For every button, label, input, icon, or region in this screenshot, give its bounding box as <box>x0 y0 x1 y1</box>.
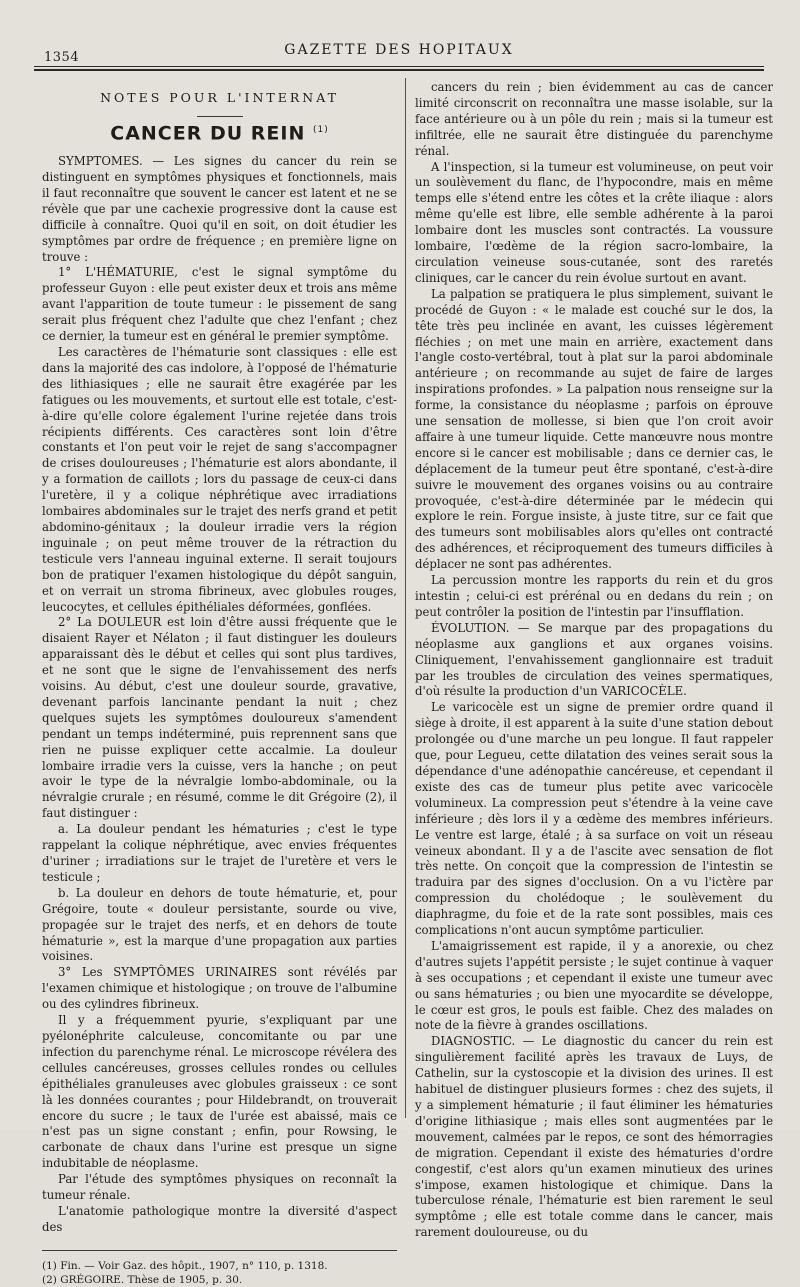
section-kicker: NOTES POUR L'INTERNAT <box>100 90 339 105</box>
journal-title: GAZETTE DES HOPITAUX <box>284 42 514 58</box>
title-rule <box>197 116 243 117</box>
paragraph: La palpation se pratiquera le plus simplement, suivant le procédé de Guyon : « le malade est couché sur le dos, la tête très peu inclinée en avant, les cuisses légèrement fléchies ; on met une main en arrière, exactement dans l'angle costo-vertébral, tout à plat sur la paroi abdominale antérieure ; on recommande au sujet de faire de larges inspirations profondes. » La palpation nous renseigne sur la forme, la consistance du néoplasme ; parfois on éprouve une sensation de mollesse, si bien que l'on croit avoir affaire à une tumeur liquide. Cette manœuvre nous montre encore si le cancer est mobilisable ; dans ce dernier cas, le déplacement de la tumeur peut être spontané, c'est-à-dire suivre le mouvement des organes voisins ou au contraire provoquée, c'est-à-dire déterminée par le médecin qui explore le rein. Forgue insiste, à juste titre, sur ce fait que des tumeurs sont mobilisables alors qu'elles ont contracté des adhérences, et réciproquement des tumeurs difficiles à déplacer ne sont pas adhérentes. <box>415 286 773 572</box>
paragraph: DIAGNOSTIC. — Le diagnostic du cancer du rein est singulièrement facilité après les travaux de Luys, de Cathelin, sur la cystoscopie et la division des urines. Il est habituel de distinguer plusieurs formes : chez des sujets, il y a simplement hématurie ; il faut éliminer les hématuries d'origine lithiasique ; mais elles sont augmentées par le mouvement, calmées par le repos, ce sont des hémorragies de migration. Cependant il existe des hématuries d'ordre congestif, c'est alors qu'un examen minutieux des urines s'impose, examen histologique et chimique. Dans la tuberculose rénale, l'hématurie est bien rarement le seul symptôme ; elle est totale comme dans le cancer, mais rarement douloureuse, ou du <box>415 1034 773 1240</box>
page-number: 1354 <box>44 50 80 65</box>
header-rule-thick <box>34 69 764 71</box>
paragraph: 2° La DOULEUR est loin d'être aussi fréquente que le disaient Rayer et Nélaton ; il faut distinguer les douleurs apparaissant dès le début et celles qui sont plus tardives, et ne sont que le signe de l'envahissement des nerfs voisins. Au début, c'est une douleur sourde, gravative, devenant parfois lancinante pendant la nuit ; chez quelques sujets les symptômes douloureux s'amendent pendant un temps indéterminé, puis reprennent sans que rien ne puisse expliquer cette accalmie. La douleur lombaire irradie vers la cuisse, vers la hanche ; on peut avoir le type de la névralgie lombo-abdominale, ou la névralgie crurale ; en résumé, comme le dit Grégoire (2), il faut distinguer : <box>42 615 397 821</box>
footnote-rule <box>42 1250 397 1251</box>
paragraph: L'amaigrissement est rapide, il y a anorexie, ou chez d'autres sujets l'appétit persiste ; le sujet continue à vaquer à ses occupations ; et cependant il existe une tumeur avec ou sans hématuries ; ou bien une myocardite se développe, le cœur est gros, le pouls est faible. Chez des malades on note de la fièvre à grandes oscillations. <box>415 938 773 1033</box>
page-header <box>34 38 764 64</box>
paragraph: La percussion montre les rapports du rein et du gros intestin ; celui-ci est prérénal ou en dedans du rein ; on peut contrôler la position de l'intestin par l'insufflation. <box>415 573 773 619</box>
column-divider <box>405 78 406 1118</box>
right-column <box>415 80 773 1240</box>
paragraph: Il y a fréquemment pyurie, s'expliquant par une pyélonéphrite calculeuse, concomitante ou par une infection du parenchyme rénal. Le microscope révélera des cellules cancéreuses, grosses cellules rondes ou cellules épithéliales granuleuses avec globules graisseux : ce sont là les données courantes ; pour Hildebrandt, on trouverait encore du sucre ; le taux de l'urée est abaissé, mais ce n'est pas un signe constant ; enfin, pour Rowsing, le carbonate de chaux dans l'urine est presque un signe indubitable de néoplasme. <box>42 1013 397 1171</box>
title-note-ref: (1) <box>313 124 329 135</box>
paragraph: A l'inspection, si la tumeur est volumineuse, on peut voir un soulèvement du flanc, de l'hypocondre, mais en même temps elle s'étend entre les côtes et la crête iliaque : alors même qu'elle est libre, elle semble adhérente à la paroi lombaire dont les muscles sont contractés. La voussure lombaire, l'œdème de la région sacro-lombaire, la circulation veineuse sous-cutanée, sont des raretés cliniques, car le cancer du rein évolue surtout en avant. <box>415 159 773 285</box>
footnote: (1) Fin. — Voir Gaz. des hôpit., 1907, n° 110, p. 1318. <box>42 1259 328 1272</box>
paragraph: ÉVOLUTION. — Se marque par des propagations du néoplasme aux ganglions et aux organes voisins. Cliniquement, l'envahissement ganglionnaire est traduit par les troubles de circulation des veines spermatiques, d'où résulte la production d'un VARICOCÈLE. <box>415 620 773 699</box>
paragraph: 1° L'HÉMATURIE, c'est le signal symptôme du professeur Guyon : elle peut exister deux et trois ans même avant l'apparition de toute tumeur : le pissement de sang serait plus fréquent chez l'adulte que chez l'enfant ; chez ce dernier, la tumeur est en général le premier symptôme. <box>42 265 397 344</box>
paragraph: cancers du rein ; bien évidemment au cas de cancer limité circonscrit on reconnaîtra une masse isolable, sur la face antérieure ou à un pôle du rein ; mais si la tumeur est infiltrée, elle ne saurait être distinguée du parenchyme rénal. <box>415 80 773 158</box>
paragraph: b. La douleur en dehors de toute hématurie, et, pour Grégoire, toute « douleur persistante, sourde ou vive, propagée sur le trajet des nerfs, et en dehors de toute hématurie », est la marque d'une propagation aux parties voisines. <box>42 885 397 964</box>
footnote: (2) GRÉGOIRE. Thèse de 1905, p. 30. <box>42 1273 243 1286</box>
paragraph: Le varicocèle est un signe de premier ordre quand il siège à droite, il est apparent à la suite d'une station debout prolongée ou d'une marche un peu longue. Il faut rappeler que, pour Legueu, cette dilatation des veines serait sous la dépendance d'une adénopathie cancéreuse, et cependant il existe des cas de tumeur plus petite avec varicocèle volumineux. La compression peut s'étendre à la veine cave inférieure ; dès lors il y a œdème des membres inférieurs. Le ventre est large, étalé ; à sa surface on voit un réseau veineux abondant. Il y a de l'ascite avec sensation de flot très nette. On conçoit que la compression de l'intestin se traduira par des signes d'occlusion. On a vu l'ictère par compression du cholédoque ; le soulèvement du diaphragme, du foie et de la rate sont possibles, mais ces complications n'ont aucun symptôme particulier. <box>415 700 773 938</box>
paragraph: L'anatomie pathologique montre la diversité d'aspect des <box>42 1203 397 1234</box>
article-title-text: CANCER DU REIN <box>110 122 306 145</box>
paragraph: a. La douleur pendant les hématuries ; c'est le type rappelant la colique néphrétique, avec envies fréquentes d'uriner ; irradiations sur le trajet de l'uretère et vers le testicule ; <box>42 822 397 884</box>
left-column <box>42 80 397 1286</box>
paragraph: Par l'étude des symptômes physiques on reconnaît la tumeur rénale. <box>42 1172 397 1203</box>
paragraph: Les caractères de l'hématurie sont classiques : elle est dans la majorité des cas indolore, à l'opposé de l'hématurie des lithiasiques ; elle ne saurait être exagérée par les fatigues ou les mouvements, et surtout elle est totale, c'est-à-dire qu'elle colore également l'urine rejetée dans trois récipients différents. Ces caractères sont loin d'être constants et l'on peut voir le rejet de sang s'accompagner de crises douloureuses ; l'hématurie est alors abondante, il y a formation de caillots ; lors du passage de ceux-ci dans l'uretère, il y a colique néphrétique avec irradiations lombaires abdominales sur le trajet des nerfs grand et petit abdomino-génitaux ; la douleur irradie vers la région inguinale ; on peut même trouver de la rétraction du testicule vers l'anneau inguinal externe. Il serait toujours bon de pratiquer l'examen histologique du dépôt sanguin, et on verrait un stroma fibrineux, avec globules rouges, leucocytes, et cellules épithéliales déformées, gonflées. <box>42 345 397 614</box>
paragraph: 3° Les SYMPTÔMES URINAIRES sont révélés par l'examen chimique et histologique ; on trouve de l'albumine ou des cylindres fibrineux. <box>42 965 397 1012</box>
header-rule <box>34 66 764 67</box>
article-title <box>42 122 397 145</box>
paragraph: SYMPTOMES. — Les signes du cancer du rein se distinguent en symptômes physiques et fonctionnels, mais il faut reconnaître que souvent le cancer est latent et ne se révèle que par une cachexie progressive dont la cause est difficile à connaître. Quoi qu'il en soit, on doit étudier les symptômes par ordre de fréquence ; en première ligne on trouve : <box>42 154 397 264</box>
